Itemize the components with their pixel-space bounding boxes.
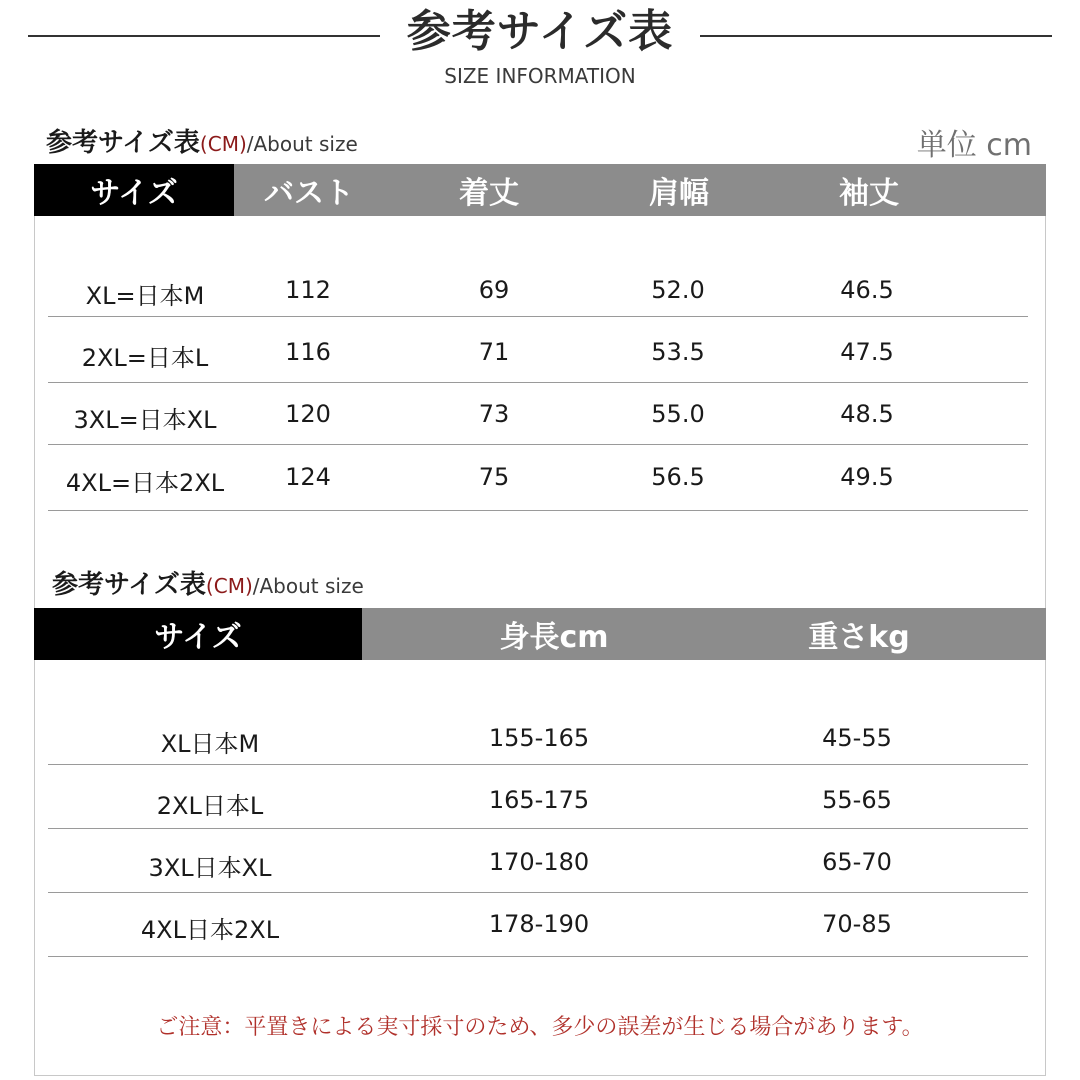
table1-row4-bust: 124 — [285, 463, 331, 491]
table1-row3-bust: 120 — [285, 400, 331, 428]
table1-row3-size: 3XL=日本XL — [73, 406, 217, 434]
table1-cm: (CM) — [199, 132, 247, 156]
row-divider — [48, 316, 1028, 317]
table2-row1-height: 155-165 — [488, 724, 590, 752]
row-divider — [48, 764, 1028, 765]
table1-row4-sleeve: 49.5 — [840, 463, 894, 491]
table2-about: /About size — [252, 574, 364, 598]
table1-row1-size: XL=日本M — [85, 282, 205, 310]
table1-row2-sleeve: 47.5 — [840, 338, 894, 366]
table2-header — [34, 608, 1046, 660]
unit-label: 単位 cm — [916, 128, 1032, 163]
table2-row3-size: 3XL日本XL — [148, 854, 272, 882]
table1-row2-shoulder: 53.5 — [651, 338, 705, 366]
table2-row2-weight: 55-65 — [822, 786, 892, 814]
table2-heading — [52, 564, 364, 601]
table2-row2-size: 2XL日本L — [156, 792, 264, 820]
table2-title: 参考サイズ表 — [52, 570, 206, 600]
table1-row2-bust: 116 — [285, 338, 331, 366]
table2-col-height: 身長cm — [499, 620, 609, 655]
table1-row3-length: 73 — [478, 400, 510, 428]
table2-row4-size: 4XL日本2XL — [140, 916, 280, 944]
page-title: 参考サイズ表 — [406, 6, 674, 57]
table2-row4-height: 178-190 — [488, 910, 590, 938]
table1-col-sleeve: 袖丈 — [839, 176, 899, 211]
table1-col-size: サイズ — [90, 176, 178, 211]
table1-col-bust: バスト — [264, 176, 354, 211]
table1-row3-sleeve: 48.5 — [840, 400, 894, 428]
row-divider — [48, 956, 1028, 957]
table1-row2-length: 71 — [478, 338, 510, 366]
table1-about: /About size — [246, 132, 358, 156]
row-divider — [48, 444, 1028, 445]
row-divider — [48, 382, 1028, 383]
table1-header — [34, 164, 1046, 216]
table2-row1-weight: 45-55 — [822, 724, 892, 752]
measurement-notice: ご注意：平置きによる実寸採寸のため、多少の誤差が生じる場合があります。 — [156, 1015, 924, 1040]
table1-row1-shoulder: 52.0 — [651, 276, 705, 304]
table1-col-length: 着丈 — [459, 176, 519, 211]
table1-row1-length: 69 — [478, 276, 510, 304]
table1-heading — [46, 122, 358, 159]
title-rule-left — [28, 35, 380, 37]
table2-row2-height: 165-175 — [488, 786, 590, 814]
table1-row4-length: 75 — [478, 463, 510, 491]
table2-row4-weight: 70-85 — [822, 910, 892, 938]
table2-cm: (CM) — [205, 574, 253, 598]
table1-row4-size: 4XL=日本2XL — [65, 469, 225, 497]
table2-row3-height: 170-180 — [488, 848, 590, 876]
table2-col-weight: 重さkg — [808, 620, 910, 655]
row-divider — [48, 828, 1028, 829]
title-rule-right — [700, 35, 1052, 37]
table1-col-shoulder: 肩幅 — [649, 176, 709, 211]
table2-row1-size: XL日本M — [160, 730, 260, 758]
page-subtitle: SIZE INFORMATION — [444, 64, 636, 88]
table1-row3-shoulder: 55.0 — [651, 400, 705, 428]
table2-row3-weight: 65-70 — [822, 848, 892, 876]
table1-row2-size: 2XL=日本L — [81, 344, 209, 372]
table1-title: 参考サイズ表 — [46, 128, 200, 158]
row-divider — [48, 892, 1028, 893]
table1-row1-sleeve: 46.5 — [840, 276, 894, 304]
row-divider — [48, 510, 1028, 511]
table1-row1-bust: 112 — [285, 276, 331, 304]
table1-row4-shoulder: 56.5 — [651, 463, 705, 491]
table2-col-size: サイズ — [154, 620, 242, 655]
